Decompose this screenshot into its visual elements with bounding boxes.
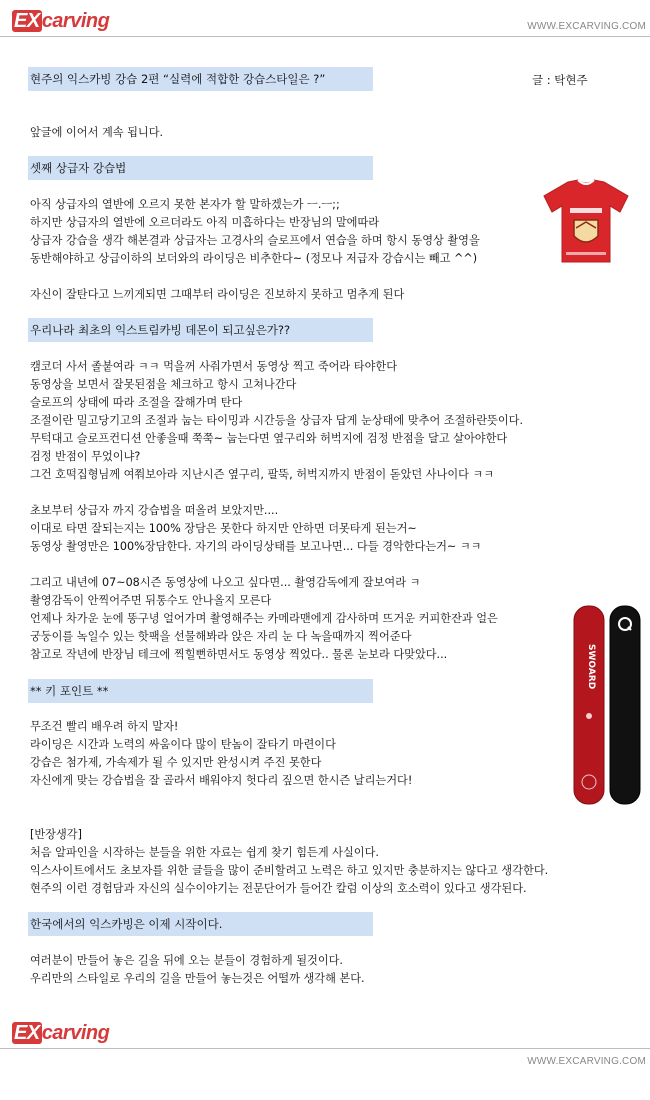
text-line: 그리고 내년에 07~08시즌 동영상에 나오고 싶다면... 촬영감독에게 잘보여라 ㅋ bbox=[30, 576, 421, 589]
footer-logo[interactable] bbox=[12, 1022, 109, 1045]
section1-body bbox=[30, 196, 480, 304]
section4-body bbox=[30, 826, 548, 898]
text-line: 궁둥이를 녹일수 있는 핫팩을 선물해봐라 앉은 자리 눈 다 녹을때까지 찍어준다 bbox=[30, 630, 412, 643]
text-line: 초보부터 상급자 까지 강습법을 떠올려 보았지만.... bbox=[30, 504, 279, 517]
footer-site-url[interactable]: WWW.EXCARVING.COM bbox=[527, 1056, 646, 1067]
text-line bbox=[30, 556, 523, 574]
logo-carving: carving bbox=[41, 1022, 110, 1044]
logo-ex: EX bbox=[14, 1022, 40, 1044]
title-band bbox=[28, 67, 373, 91]
section3-body bbox=[30, 718, 412, 790]
header-logo[interactable] bbox=[12, 10, 109, 33]
text-line: 라이딩은 시간과 노력의 싸움이다 많이 탄놈이 잘타기 마련이다 bbox=[30, 738, 336, 751]
section-heading: ** 키 포인트 ** bbox=[28, 679, 373, 703]
text-line: 동영상을 보면서 잘못된점을 체크하고 항시 고쳐나간다 bbox=[30, 378, 297, 391]
header-divider bbox=[0, 36, 650, 37]
text-line: 검정 반점이 무었이냐? bbox=[30, 450, 141, 463]
text-line: 촬영감독이 안찍어주면 뒤통수도 안나올지 모른다 bbox=[30, 594, 272, 607]
text-line: 아직 상급자의 열반에 오르지 못한 본자가 할 말하겠는가 ㅡ.ㅡ;; bbox=[30, 198, 340, 211]
text-line: 처음 알파인을 시작하는 분들을 위한 자료는 쉽게 찾기 힘든게 사실이다. bbox=[30, 846, 379, 859]
text-line: 하지만 상급자의 열반에 오르더라도 아직 미흡하다는 반장님의 말에따라 bbox=[30, 216, 380, 229]
section-heading: 우리나라 최초의 익스트림카빙 데몬이 되고싶은가?? bbox=[28, 318, 373, 342]
page-title: 현주의 익스카빙 강습 2편 “실력에 적합한 강습스타일은 ?” bbox=[30, 72, 326, 86]
text-line: 익스사이트에서도 초보자를 위한 글들을 많이 준비할려고 노력은 하고 있지만 충분하지는 않다고 생각한다. bbox=[30, 864, 549, 877]
logo-ex: EX bbox=[14, 10, 40, 32]
logo-carving: carving bbox=[41, 10, 110, 32]
text-line: 언제나 차가운 눈에 똥구녕 얼어가며 촬영해주는 카메라맨에게 감사하며 뜨거운 커피한잔과 얼은 bbox=[30, 612, 498, 625]
intro-text: 앞글에 이어서 계속 됩니다. bbox=[30, 126, 164, 139]
section-heading: 셋째 상급자 강습법 bbox=[28, 156, 373, 180]
text-line: 현주의 이런 경험담과 자신의 실수이야기는 전문단어가 들어간 칼럼 이상의 호소력이 있다고 생각된다. bbox=[30, 882, 527, 895]
section-heading: 한국에서의 익스카빙은 이제 시작이다. bbox=[28, 912, 373, 936]
text-line: 무조건 빨리 배우려 하지 말자! bbox=[30, 720, 179, 733]
text-line: 강습은 첨가제, 가속제가 될 수 있지만 완성시켜 주진 못한다 bbox=[30, 756, 322, 769]
text-line: 자신에게 맞는 강습법을 잘 골라서 배워야지 헛다리 짚으면 한시즌 날리는거다! bbox=[30, 774, 413, 787]
text-line: 조절이란 밀고당기고의 조절과 눕는 타이밍과 시간등을 상급자 답게 눈상태에 맞추어 조절하란뜻이다. bbox=[30, 414, 524, 427]
text-line: 참고로 작년에 반장님 테크에 찍힐뻔하면서도 동영상 찍었다.. 물론 눈보라 다맞았다... bbox=[30, 648, 448, 661]
jersey-image bbox=[540, 178, 632, 266]
text-line: 여러분이 만들어 놓은 길을 뒤에 오는 분들이 경험하게 될것이다. bbox=[30, 954, 343, 967]
text-line: 무턱대고 슬로프컨디션 안좋을때 쭉쭉~ 눕는다면 옆구리와 허벅지에 검정 반점을 달고 살아야한다 bbox=[30, 432, 508, 445]
text-line: 상급자 강습을 생각 해본결과 상급자는 고경사의 슬로프에서 연습을 하며 항시 동영상 촬영을 bbox=[30, 234, 480, 247]
svg-text:SWOARD: SWOARD bbox=[586, 644, 596, 690]
comment-label: [반장생각] bbox=[30, 828, 82, 841]
header-site-url[interactable]: WWW.EXCARVING.COM bbox=[527, 21, 646, 32]
section2-body bbox=[30, 358, 523, 664]
text-line: 슬로프의 상태에 따라 조절을 잘해가며 탄다 bbox=[30, 396, 243, 409]
section5-body bbox=[30, 952, 365, 988]
text-line: 이대로 타면 잘되는지는 100% 장담은 못한다 하지만 안하면 더못타게 된는거~ bbox=[30, 522, 417, 535]
text-line: 자신이 잘탄다고 느끼게되면 그때부터 라이딩은 진보하지 못하고 멈추게 된다 bbox=[30, 288, 405, 301]
text-line: 동영상 촬영만은 100%장담한다. 자기의 라이딩상태를 보고나면... 다들 경악한다는거~ ㅋㅋ bbox=[30, 540, 482, 553]
snowboards-image bbox=[572, 604, 644, 806]
text-line: 동반해야하고 상급이하의 보더와의 라이딩은 비추한다~ (정모나 저급자 강습시는 빼고 ^^) bbox=[30, 252, 478, 265]
footer-divider bbox=[0, 1048, 650, 1049]
text-line: 그건 호떡집형님께 여쭤보아라 지난시즌 옆구리, 팔뚝, 허벅지까지 반점이 돋았던 사나이다 ㅋㅋ bbox=[30, 468, 495, 481]
text-line bbox=[30, 484, 523, 502]
author: 글 : 탁현주 bbox=[532, 73, 588, 87]
text-line: 우리만의 스타일로 우리의 길을 만들어 놓는것은 어떨까 생각해 본다. bbox=[30, 972, 365, 985]
text-line: 캠코더 사서 졸붙여라 ㅋㅋ 먹을꺼 사줘가면서 동영상 찍고 죽어라 타야한다 bbox=[30, 360, 398, 373]
text-line bbox=[30, 268, 480, 286]
